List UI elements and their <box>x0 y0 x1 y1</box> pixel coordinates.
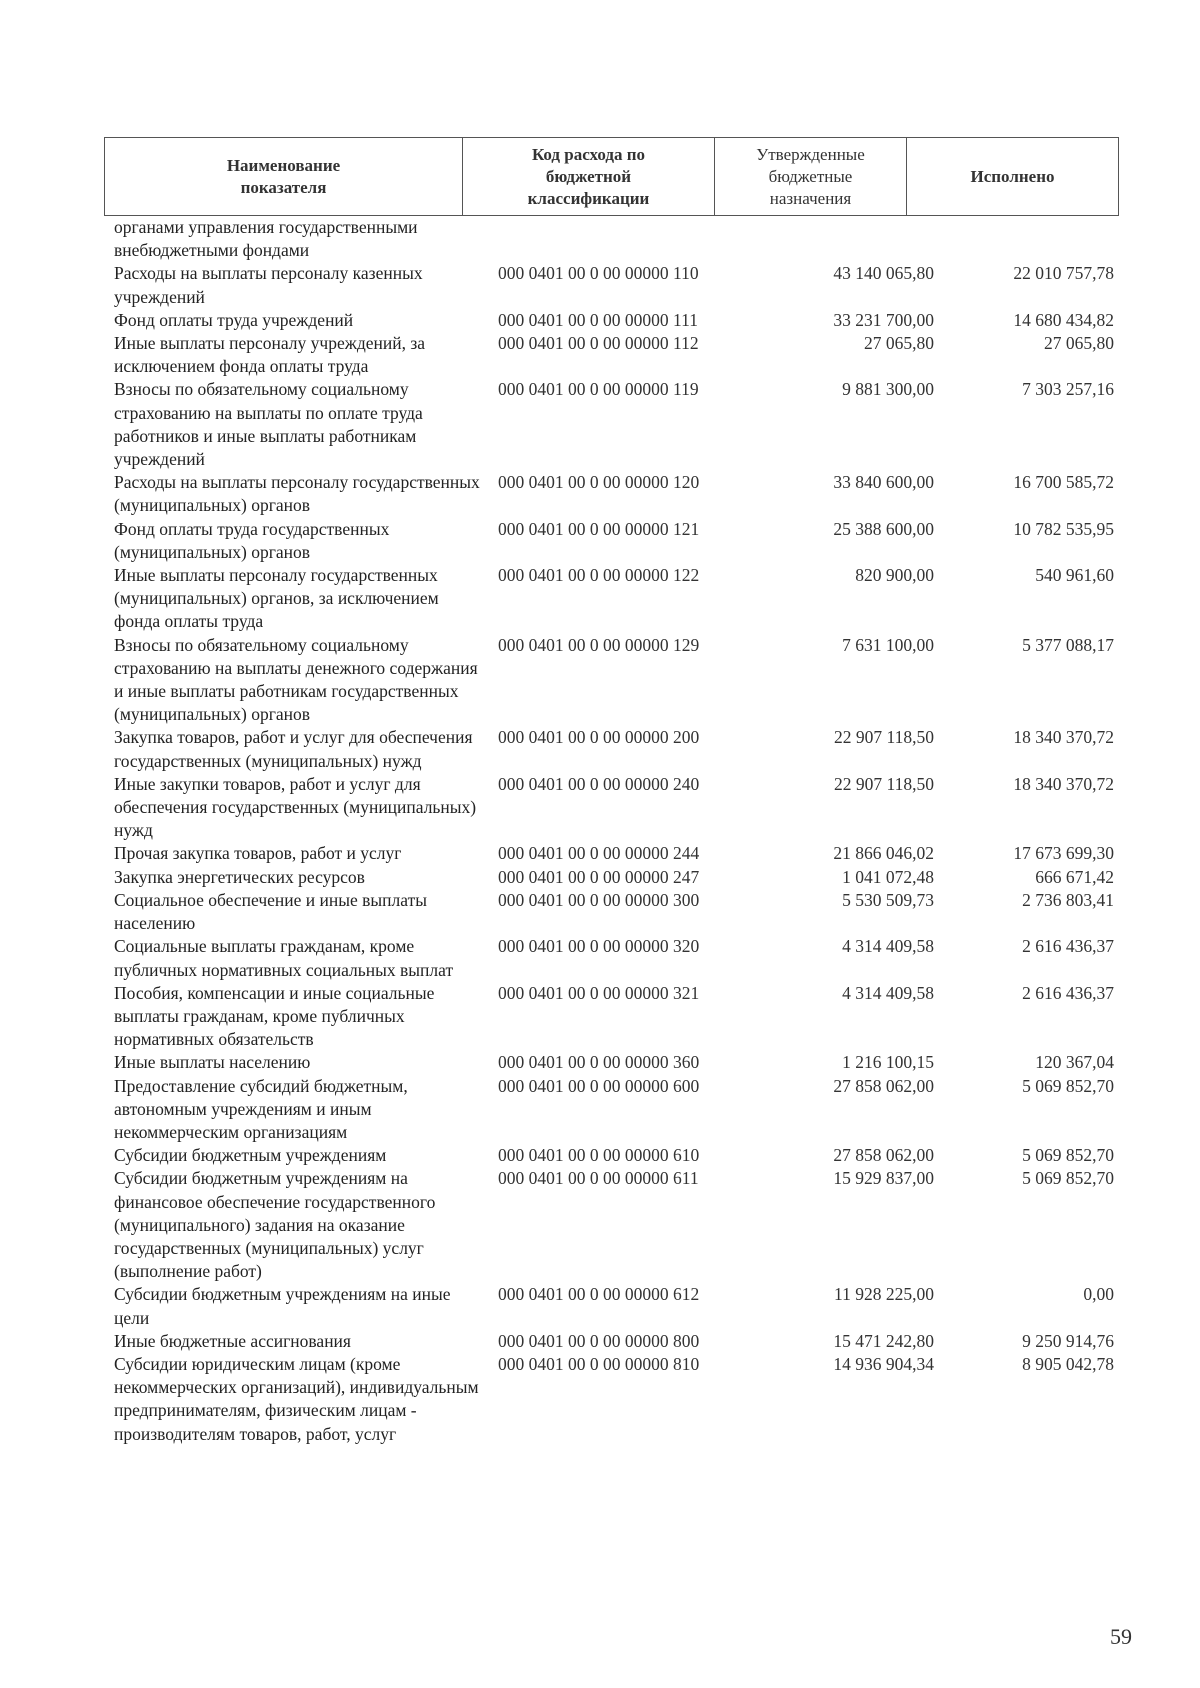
row-executed: 27 065,80 <box>1044 333 1114 354</box>
table-row <box>114 1075 1114 1145</box>
row-name: Фонд оплаты труда государственных (муниципальных) органов <box>114 518 390 562</box>
row-executed: 5 069 852,70 <box>1022 1145 1114 1166</box>
row-name: Иные бюджетные ассигнования <box>114 1330 351 1351</box>
row-code: 000 0401 00 0 00 00000 610 <box>498 1145 700 1166</box>
row-name: Иные выплаты персоналу учреждений, за исключением фонда оплаты труда <box>114 333 426 377</box>
row-name: Субсидии бюджетным учреждениям <box>114 1145 387 1166</box>
row-approved: 14 936 904,34 <box>833 1353 934 1374</box>
row-code: 000 0401 00 0 00 00000 110 <box>498 263 699 284</box>
row-executed: 9 250 914,76 <box>1022 1330 1114 1351</box>
table-row <box>114 842 1114 865</box>
row-code <box>484 216 739 262</box>
row-executed: 120 367,04 <box>1035 1052 1114 1073</box>
row-approved <box>739 216 934 262</box>
table-row <box>114 309 1114 332</box>
row-code: 000 0401 00 0 00 00000 611 <box>498 1168 699 1189</box>
row-executed: 540 961,60 <box>1035 565 1114 586</box>
row-approved: 5 530 509,73 <box>842 889 934 910</box>
row-executed: 2 616 436,37 <box>1022 936 1114 957</box>
row-code: 000 0401 00 0 00 00000 121 <box>498 518 700 539</box>
row-executed: 5 377 088,17 <box>1022 634 1114 655</box>
row-code: 000 0401 00 0 00 00000 600 <box>498 1075 700 1096</box>
row-executed <box>934 216 1114 262</box>
table-body <box>114 216 1114 1446</box>
row-name: Социальные выплаты гражданам, кроме публичных нормативных социальных выплат <box>114 936 454 980</box>
row-approved: 15 471 242,80 <box>833 1330 934 1351</box>
table-row <box>114 935 1114 981</box>
row-code: 000 0401 00 0 00 00000 612 <box>498 1284 700 1305</box>
table-row <box>114 518 1114 564</box>
row-approved: 4 314 409,58 <box>842 936 934 957</box>
row-code: 000 0401 00 0 00 00000 800 <box>498 1330 700 1351</box>
row-approved: 21 866 046,02 <box>833 843 934 864</box>
row-executed: 5 069 852,70 <box>1022 1075 1114 1096</box>
row-name: Фонд оплаты труда учреждений <box>114 309 354 330</box>
row-executed: 666 671,42 <box>1035 866 1114 887</box>
row-executed: 2 616 436,37 <box>1022 982 1114 1003</box>
row-executed: 22 010 757,78 <box>1013 263 1114 284</box>
row-name: Иные выплаты населению <box>114 1052 311 1073</box>
row-executed: 14 680 434,82 <box>1013 309 1114 330</box>
row-name: Субсидии юридическим лицам (кроме некоммерческих организаций), индивидуальным предпринимателям, физическим лицам - производителям товаров, работ, услуг <box>114 1353 479 1444</box>
row-name: Расходы на выплаты персоналу государственных (муниципальных) органов <box>114 472 480 516</box>
header-code <box>463 138 715 215</box>
row-approved: 11 928 225,00 <box>834 1284 934 1305</box>
row-name: Закупка энергетических ресурсов <box>114 866 365 887</box>
row-approved: 22 907 118,50 <box>834 727 934 748</box>
row-approved: 27 858 062,00 <box>833 1075 934 1096</box>
row-code: 000 0401 00 0 00 00000 119 <box>498 379 699 400</box>
header-code-label: Код расхода по бюджетной классификации <box>527 144 650 208</box>
row-code: 000 0401 00 0 00 00000 111 <box>498 309 698 330</box>
row-code: 000 0401 00 0 00 00000 112 <box>498 333 699 354</box>
row-name: Прочая закупка товаров, работ и услуг <box>114 843 402 864</box>
row-approved: 27 858 062,00 <box>833 1145 934 1166</box>
row-name: Социальное обеспечение и иные выплаты населению <box>114 889 428 934</box>
row-approved: 1 216 100,15 <box>842 1052 934 1073</box>
row-name: Иные выплаты персоналу государственных (муниципальных) органов, за исключением фонда оплаты труда <box>114 565 439 632</box>
table-row <box>114 1167 1114 1283</box>
row-approved: 27 065,80 <box>864 333 934 354</box>
row-code: 000 0401 00 0 00 00000 810 <box>498 1353 700 1374</box>
table-row <box>114 634 1114 727</box>
row-code: 000 0401 00 0 00 00000 247 <box>498 866 700 887</box>
row-approved: 22 907 118,50 <box>834 773 934 794</box>
table-row <box>114 866 1114 889</box>
row-name: Пособия, компенсации и иные социальные выплаты гражданам, кроме публичных нормативных обязательств <box>114 982 435 1050</box>
row-executed: 18 340 370,72 <box>1013 773 1114 794</box>
table-row <box>114 726 1114 772</box>
row-approved: 1 041 072,48 <box>842 866 934 887</box>
row-name: Расходы на выплаты персоналу казенных учреждений <box>114 263 423 307</box>
header-name-label: Наименование показателя <box>226 155 341 197</box>
header-approved-label: Утвержденные бюджетные назначения <box>756 144 865 208</box>
row-executed: 2 736 803,41 <box>1022 889 1114 910</box>
row-code: 000 0401 00 0 00 00000 120 <box>498 472 700 493</box>
row-executed: 18 340 370,72 <box>1013 727 1114 748</box>
row-approved: 820 900,00 <box>855 565 934 586</box>
header-name <box>105 138 463 215</box>
row-name: органами управления государственными внебюджетными фондами <box>114 217 418 261</box>
table-row <box>114 1330 1114 1353</box>
row-code: 000 0401 00 0 00 00000 321 <box>498 982 700 1003</box>
row-name: Субсидии бюджетным учреждениям на иные цели <box>114 1284 451 1328</box>
row-code: 000 0401 00 0 00 00000 360 <box>498 1052 700 1073</box>
row-approved: 25 388 600,00 <box>833 518 934 539</box>
row-executed: 17 673 699,30 <box>1013 843 1114 864</box>
table-row <box>114 262 1114 308</box>
table-row <box>114 1283 1114 1329</box>
row-executed: 5 069 852,70 <box>1022 1168 1114 1189</box>
table-row <box>114 216 1114 262</box>
row-approved: 15 929 837,00 <box>833 1168 934 1189</box>
row-code: 000 0401 00 0 00 00000 200 <box>498 727 700 748</box>
row-name: Субсидии бюджетным учреждениям на финансовое обеспечение государственного (муниципального) задания на оказание государственных (муниципальных) услуг (выполнение работ) <box>114 1168 436 1282</box>
table-row <box>114 564 1114 634</box>
header-approved <box>715 138 907 215</box>
row-executed: 16 700 585,72 <box>1013 472 1114 493</box>
row-code: 000 0401 00 0 00 00000 240 <box>498 773 700 794</box>
table-row <box>114 982 1114 1052</box>
row-name: Предоставление субсидий бюджетным, автономным учреждениям и иным некоммерческим организациям <box>114 1075 408 1142</box>
row-code: 000 0401 00 0 00 00000 129 <box>498 634 700 655</box>
table-row <box>114 1051 1114 1074</box>
table-row <box>114 1144 1114 1167</box>
row-approved: 9 881 300,00 <box>842 379 934 400</box>
row-name: Закупка товаров, работ и услуг для обеспечения государственных (муниципальных) нужд <box>114 727 473 771</box>
header-executed <box>907 138 1118 215</box>
table-row <box>114 378 1114 471</box>
table-header <box>104 137 1119 216</box>
row-code: 000 0401 00 0 00 00000 122 <box>498 565 700 586</box>
row-executed: 8 905 042,78 <box>1022 1353 1114 1374</box>
table-row <box>114 1353 1114 1446</box>
table-row <box>114 332 1114 378</box>
row-approved: 4 314 409,58 <box>842 982 934 1003</box>
row-name: Иные закупки товаров, работ и услуг для обеспечения государственных (муниципальных) нужд <box>114 773 477 841</box>
row-executed: 0,00 <box>1083 1284 1114 1305</box>
header-executed-label: Исполнено <box>970 166 1055 186</box>
table-row <box>114 773 1114 843</box>
row-approved: 33 231 700,00 <box>833 309 934 330</box>
row-executed: 7 303 257,16 <box>1022 379 1114 400</box>
row-name: Взносы по обязательному социальному страхованию на выплаты по оплате труда работников и иные выплаты работникам учреждений <box>114 379 423 470</box>
table-row <box>114 471 1114 517</box>
table-row <box>114 889 1114 935</box>
row-code: 000 0401 00 0 00 00000 244 <box>498 843 700 864</box>
row-code: 000 0401 00 0 00 00000 300 <box>498 889 700 910</box>
row-executed: 10 782 535,95 <box>1013 518 1114 539</box>
page-number: 59 <box>1110 1624 1132 1649</box>
row-approved: 33 840 600,00 <box>833 472 934 493</box>
row-approved: 7 631 100,00 <box>842 634 934 655</box>
row-approved: 43 140 065,80 <box>833 263 934 284</box>
row-name: Взносы по обязательному социальному страхованию на выплаты денежного содержания и иные выплаты работникам государственных (муниципальных) органов <box>114 634 478 725</box>
row-code: 000 0401 00 0 00 00000 320 <box>498 936 700 957</box>
